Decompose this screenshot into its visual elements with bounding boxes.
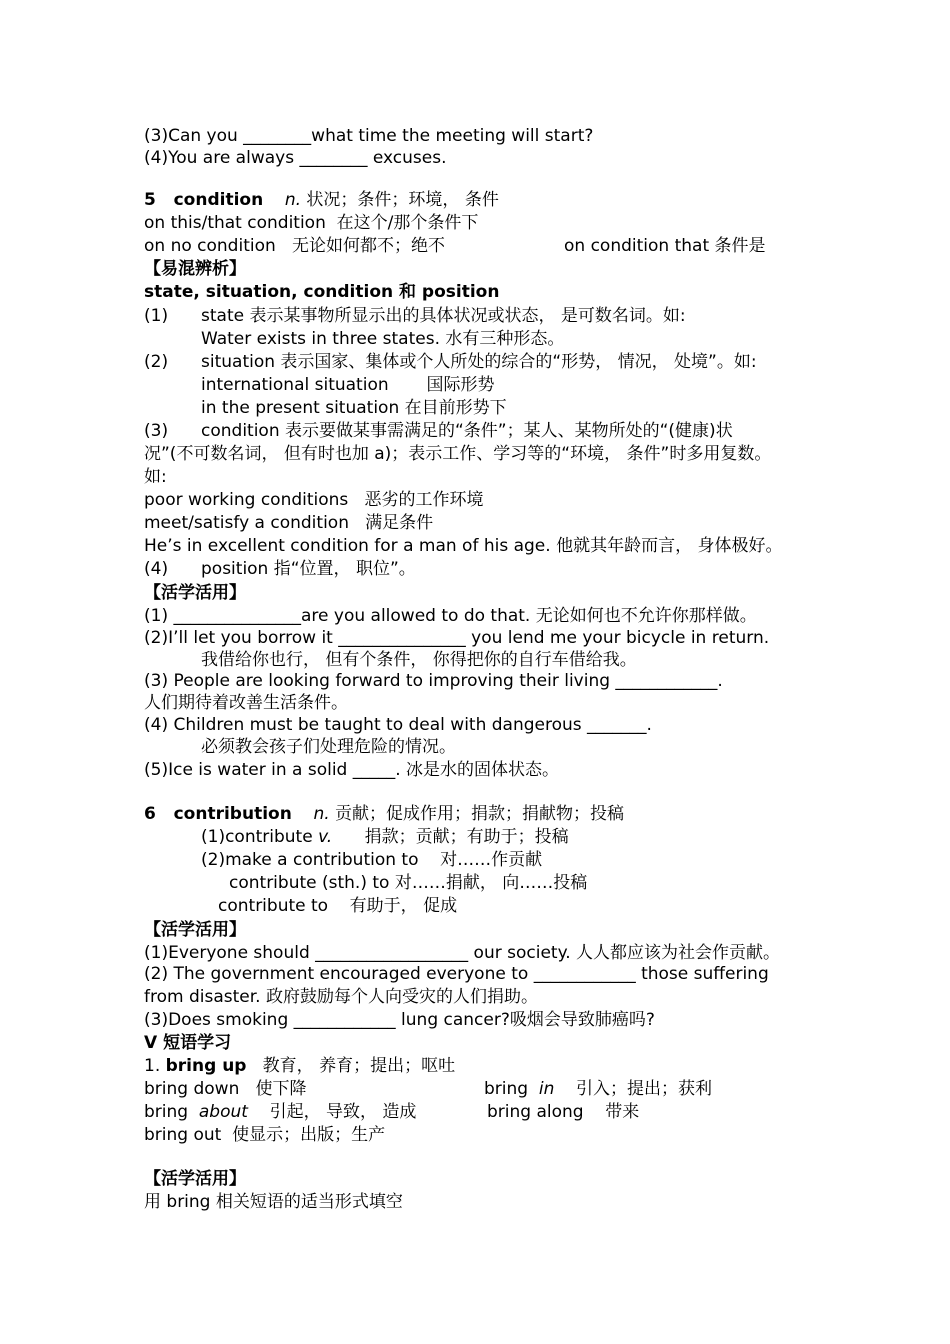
exercise-question: (4) Children must be taught to deal with dangerous _______. <box>144 715 652 735</box>
phrase-line: on condition that 条件是 <box>564 236 766 256</box>
translation: 人们期待着改善生活条件。 <box>144 693 348 713</box>
example-sentence: international situation 国际形势 <box>201 375 495 395</box>
phrase-line: on this/that condition 在这个/那个条件下 <box>144 213 479 233</box>
definition: 引入；提出；获利 <box>554 1079 713 1099</box>
phrase-headword-line <box>144 1055 455 1077</box>
part-of-speech: n. <box>313 804 330 824</box>
phrase-line: on no condition 无论如何都不；绝不 <box>144 236 445 256</box>
subsection-heading: 【活学活用】 <box>144 583 246 603</box>
exercise-question: (5)Ice is water in a solid _____. 冰是水的固体状态。 <box>144 760 560 780</box>
phrase-particle: about <box>198 1102 248 1122</box>
exercise-question: (2) The government encouraged everyone to ____________ those suffering <box>144 964 769 984</box>
derivative-word: (1)contribute <box>201 827 319 847</box>
example-sentence: He’s in excellent condition for a man of his age. 他就其年龄而言， 身体极好。 <box>144 536 783 556</box>
list-item: condition 表示要做某事需满足的“条件”；某人、某物所处的“(健康)状 <box>201 421 733 441</box>
part-of-speech: v. <box>318 827 333 847</box>
translation: 必须教会孩子们处理危险的情况。 <box>201 737 456 757</box>
example-sentence: meet/satisfy a condition 满足条件 <box>144 513 434 533</box>
section-heading-condition <box>144 189 499 211</box>
phrase-line: bring out 使显示；出版；生产 <box>144 1125 386 1145</box>
section-heading-phrases: V 短语学习 <box>144 1033 232 1053</box>
part-of-speech: n. <box>284 190 302 210</box>
list-item: position 指“位置， 职位”。 <box>201 559 416 579</box>
example-sentence: in the present situation 在目前形势下 <box>201 398 507 418</box>
definition: 贡献；促成作用；捐款；捐献物；投稿 <box>329 804 625 824</box>
exercise-question: (3)Can you ________what time the meeting will start? <box>144 126 594 146</box>
list-item-continued: 况”(不可数名词， 但有时也加 a)；表示工作、学习等的“环境， 条件”时多用复数。 <box>144 444 772 464</box>
subsection-title: state, situation, condition 和 position <box>144 282 500 302</box>
headword: condition <box>173 190 264 210</box>
exercise-question: (3) People are looking forward to improving their living ____________. <box>144 671 723 691</box>
example-sentence: Water exists in three states. 水有三种形态。 <box>201 329 565 349</box>
subsection-heading: 【活学活用】 <box>144 1169 246 1189</box>
list-number: (4) <box>144 559 169 579</box>
phrase-line: (2)make a contribution to 对……作贡献 <box>201 850 543 870</box>
exercise-question: (4)You are always ________ excuses. <box>144 148 447 168</box>
phrase-line: contribute to 有助于， 促成 <box>218 896 458 916</box>
list-item: situation 表示国家、集体或个人所处的综合的“形势， 情况， 处境”。如: <box>201 352 757 372</box>
exercise-question: (1)Everyone should __________________ our society. 人人都应该为社会作贡献。 <box>144 943 781 963</box>
definition: 捐款；贡献；有助于；投稿 <box>332 827 569 847</box>
phrase-verb: bring <box>484 1079 539 1099</box>
list-number: (2) <box>144 352 169 372</box>
definition: 教育， 养育；提出；呕吐 <box>246 1056 456 1076</box>
subsection-heading: 【活学活用】 <box>144 920 246 940</box>
exercise-question: (1) _______________are you allowed to do that. 无论如何也不允许你那样做。 <box>144 606 757 626</box>
list-item-continued: 如: <box>144 467 167 487</box>
phrase-line <box>144 1101 416 1123</box>
phrase-line <box>484 1078 712 1100</box>
list-item: state 表示某事物所显示出的具体状况或状态， 是可数名词。如: <box>201 306 686 326</box>
headword: contribution <box>173 804 292 824</box>
phrase-particle: in <box>538 1079 555 1099</box>
list-number: (3) <box>144 421 169 441</box>
definition: 状况；条件；环境， 条件 <box>301 190 499 210</box>
subsection-heading: 【易混辨析】 <box>144 259 246 279</box>
section-number: 5 <box>144 190 156 210</box>
list-number: (1) <box>144 306 169 326</box>
phrase-line: bring down 使下降 <box>144 1079 307 1099</box>
derivative-line <box>201 826 569 848</box>
exercise-instruction: 用 bring 相关短语的适当形式填空 <box>144 1192 403 1212</box>
section-number: 6 <box>144 804 156 824</box>
exercise-question: (2)I’ll let you borrow it _______________ you lend me your bicycle in return. <box>144 628 770 648</box>
headword: bring up <box>165 1056 247 1076</box>
example-sentence: poor working conditions 恶劣的工作环境 <box>144 490 484 510</box>
exercise-question-continued: from disaster. 政府鼓励每个人向受灾的人们捐助。 <box>144 987 538 1007</box>
translation: 我借给你也行， 但有个条件， 你得把你的自行车借给我。 <box>201 650 637 670</box>
phrase-line: bring along 带来 <box>487 1102 640 1122</box>
definition: 引起， 导致， 造成 <box>247 1102 417 1122</box>
item-number: 1. <box>144 1056 166 1076</box>
exercise-question: (3)Does smoking ____________ lung cancer?吸烟会导致肺癌吗? <box>144 1010 655 1030</box>
section-heading-contribution <box>144 803 624 825</box>
phrase-line: contribute (sth.) to 对……捐献， 向……投稿 <box>229 873 588 893</box>
phrase-verb: bring <box>144 1102 199 1122</box>
